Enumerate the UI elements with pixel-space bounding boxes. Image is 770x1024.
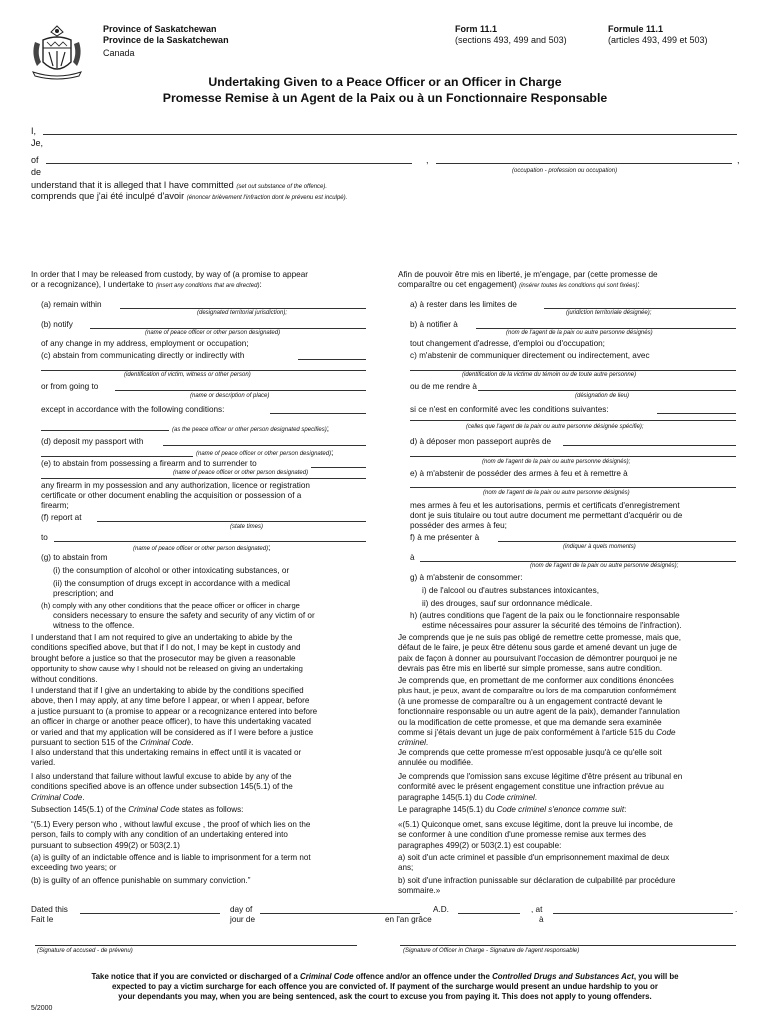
right-e-l1: mes armes à feu et les autorisations, permis et certificats d'enregistrement <box>410 501 680 510</box>
left-f-hint: (state times) <box>230 524 264 530</box>
passeport-field-2[interactable] <box>410 456 736 457</box>
month-field[interactable] <box>260 913 420 914</box>
comma-1: , <box>426 155 429 165</box>
conditions-field[interactable] <box>270 413 366 414</box>
left-para-effect: I also understand that this undertaking remains in effect until it is vacated or varied. <box>31 748 302 768</box>
right-c-cont2: si ce n'est en conformité avec les conditions suivantes: <box>410 405 609 414</box>
understand-en: understand that it is alleged that I have committed (set out substance of the offence). <box>31 180 328 190</box>
right-c-cont: ou de me rendre à <box>410 382 477 391</box>
left-para-quote: “(5.1) Every person who , without lawful excuse , the proof of which lies on the person, fails to comply with any condition of an undertaking entered into pursuant to subsection 499(2) or 503(2.1) <box>31 820 311 850</box>
armes-field[interactable] <box>410 487 736 488</box>
a-label: à <box>539 915 544 924</box>
presenter-field[interactable] <box>498 541 736 542</box>
left-d-hint: (name of peace officer or other person designated); <box>196 448 334 457</box>
right-g-ii: ii) des drouges, sauf sur ordonnance médicale. <box>422 599 593 608</box>
left-b: (b) notify <box>41 320 73 329</box>
left-g-i: (i) the consumption of alcohol or other intoxicating substances, or <box>53 566 290 575</box>
left-g-ii-1: (ii) the consumption of drugs except in accordance with a medical <box>53 579 291 588</box>
left-para-subsection: Subsection 145(5.1) of the Criminal Code states as follows: <box>31 805 244 814</box>
notifier-field[interactable] <box>476 328 736 329</box>
name-field[interactable] <box>43 134 737 135</box>
left-b-hint: (name of peace officer or other person designated) <box>145 330 281 336</box>
right-b-cont: tout changement d'adresse, d'emploi ou d'occupation; <box>410 339 605 348</box>
sig-officer-label: (Signature of Officer in Charge - Signature de l'agent responsable) <box>403 948 580 954</box>
left-intro-1: In order that I may be released from custody, by way of (a promise to appear <box>31 270 308 279</box>
right-c-hint: (identification de la victime du témoin ou de toute autre personne) <box>462 372 637 378</box>
left-a: (a) remain within <box>41 300 102 309</box>
left-para-failure: I also understand that failure without lawful excuse to abide by any of the conditions specified above is an offence under subsection 145(5.1) of the Criminal Code. <box>31 772 293 802</box>
right-para-effect: Je comprends que cette promesse m'est opposable jusqu'à ce qu'elle soit annulée ou modifiée. <box>398 748 662 768</box>
title-fr: Promesse Remise à un Agent de la Paix ou à un Fonctionnaire Responsable <box>162 91 608 105</box>
left-e: (e) to abstain from possessing a firearm and to surrender to <box>41 459 257 468</box>
left-e-l3: firearm; <box>41 501 69 510</box>
right-intro-1: Afin de pouvoir être mis en liberté, je m'engage, par (cette promesse de <box>398 270 658 279</box>
occupation-hint: (occupation - profession ou occupation) <box>512 168 618 174</box>
label-of: of <box>31 155 39 165</box>
province-fr: Province de la Saskatchewan <box>103 35 229 45</box>
right-a: a) à rester dans les limites de <box>410 300 517 309</box>
passport-deposit-field[interactable] <box>163 445 366 446</box>
presenter-a-field[interactable] <box>420 561 736 562</box>
fait-le: Fait le <box>31 915 54 924</box>
left-a-hint: (designated territorial jurisdiction); <box>197 310 288 316</box>
right-b-hint: (nom de l'agent de la paix ou autre personne désignés) <box>506 330 653 336</box>
place-field[interactable] <box>115 390 366 391</box>
left-g-ii-2: prescription; and <box>53 589 114 598</box>
date-end-dot: . <box>735 905 738 914</box>
right-d: d) à déposer mon passeport auprès de <box>410 437 552 446</box>
form-date: 5/2000 <box>31 1005 53 1012</box>
year-field[interactable] <box>458 913 520 914</box>
dated-this: Dated this <box>31 905 68 914</box>
left-h-3: witness to the offence. <box>53 621 135 630</box>
right-c-hint3: (celles que l'agent de la paix ou autre personne désignée spécifie); <box>466 424 644 430</box>
left-f-to: to <box>41 533 48 542</box>
left-h-2: considers necessary to ensure the safety and security of any victim of or <box>53 611 315 620</box>
en-lan-grace: en l'an grâce <box>385 915 432 924</box>
abstain-communicating-field[interactable] <box>298 359 366 360</box>
conditions-field-2[interactable] <box>41 430 169 431</box>
notice-line-2: expected to pay a victim surcharge for each offence you are convicted of. If payment of the surcharge would present an undue hardship to you or <box>112 982 658 991</box>
left-c-hint3: (as the peace officer or other person designated specifies); <box>172 424 329 433</box>
country: Canada <box>103 48 135 58</box>
officer-signature-field[interactable] <box>400 945 736 946</box>
right-e-l3: posséder des armes à feu; <box>410 521 507 530</box>
right-f-hint: (indiquer à quels moments) <box>563 544 636 550</box>
passport-deposit-field-2[interactable] <box>41 456 193 457</box>
form-number-fr: Formule 11.1 <box>608 24 664 34</box>
right-para-a: a) soit d'un acte criminel et passible d'un emprisonnement maximal de deux ans; <box>398 853 670 873</box>
at-label: , at <box>531 905 543 914</box>
right-f: f) à me présenter à <box>410 533 480 542</box>
conditions-suivantes-field[interactable] <box>657 413 736 414</box>
title-en: Undertaking Given to a Peace Officer or an Officer in Charge <box>208 75 562 89</box>
right-para-quote: «(5.1) Quiconque omet, sans excuse légitime, dont la preuve lui incombe, de se conformer à une condition d'une promesse remise aux termes des paragraphes 499(2) or 503(2.1) est coupable: <box>398 820 673 850</box>
right-g: g) à m'abstenir de consommer: <box>410 573 523 582</box>
label-je: Je, <box>31 138 44 148</box>
right-e: e) à m'abstenir de posséder des armes à feu et à remettre à <box>410 469 628 478</box>
right-g-i: i) de l'alcool ou d'autres substances intoxicantes, <box>422 586 599 595</box>
accused-signature-field[interactable] <box>35 945 357 946</box>
juridiction-field[interactable] <box>544 308 736 309</box>
left-g: (g) to abstain from <box>41 553 108 562</box>
jour-de: jour de <box>230 915 256 924</box>
right-a-hint: (juridiction territoriale désignée); <box>566 310 652 316</box>
occupation-field[interactable] <box>436 163 732 164</box>
right-para-vary: Je comprends que, en promettant de me conformer aux conditions énoncées plus haut, je peux, avant de comparaître ou lors de ma comparution conformément (à une promesse de comparaître ou à un engagement contracté devant le fonctionnaire responsable ou un autre agent de la paix), demander l'annulation ou la modification de cette promesse, et que ma demande sera examinée comme si j'étais devant un juge de paix conformément à l'article 515 du Code criminel. <box>398 676 680 748</box>
right-intro-2: comparaître ou cet engagement) (insérer toutes les conditions qui sont fixées): <box>398 280 640 289</box>
abstain-communicating-field-2[interactable] <box>41 370 366 371</box>
left-e-hint: (name of peace officer or other person designated) <box>173 470 309 476</box>
left-d: (d) deposit my passport with <box>41 437 144 446</box>
left-e-l2: certificate or other document enabling the acquisition or possession of a <box>41 491 302 500</box>
right-h-1: h) (autres conditions que l'agent de la paix ou le fonctionnaire responsable <box>410 611 680 620</box>
notice-line-3: your dependants you may, when you are being sentenced, ask the court to excuse you from paying it. This does not apply to young offenders. <box>118 992 652 1001</box>
notice-line-1: Take notice that if you are convicted or discharged of a Criminal Code offence and/or an offence under the Controlled Drugs and Substances Act, you will be <box>91 972 679 981</box>
right-h-2: estime nécessaires pour assurer la sécurité des témoins de l'infraction). <box>422 621 682 630</box>
right-b: b) à notifier à <box>410 320 458 329</box>
left-c-hint: (identification of victim, witness or other person) <box>124 372 251 378</box>
right-para-subsection: Le paragraphe 145(5.1) du Code criminel s'enonce comme suit: <box>398 805 627 814</box>
notify-person-field[interactable] <box>90 328 366 329</box>
left-para-custody: I understand that I am not required to give an undertaking to abide by the conditions specified above, but that if I do not, I may be kept in custody and brought before a justice so that the prosecutor may be given a reasonable opportunity to show cause why I should not be released on giving an undertaking without conditions. <box>31 633 303 684</box>
left-para-b: (b) is guilty of an offence punishable on summary conviction.” <box>31 876 251 885</box>
address-field[interactable] <box>46 163 412 164</box>
left-para-vary: I understand that if I give an undertaking to abide by the conditions specified above, then I may apply, at any time before I appear, or when I appear, before a justice pursuant to (a promise to appear or a recognizance entered into before an officer in charge or another peace officer), to have this undertaking vacated or varied and that my application will be considered as if I were before a justice pursuant to section 515 of the Criminal Code. <box>31 686 318 748</box>
right-e-hint: (nom de l'agent de la paix ou autre personne désignés) <box>483 490 630 496</box>
right-e-l2: dont je suis titulaire ou tout autre document me permettant d'acquérir ou de <box>410 511 683 520</box>
left-e-l1: any firearm in my possession and any authorization, licence or registration <box>41 481 310 490</box>
right-c-hint2: (désignation de lieu) <box>575 393 630 399</box>
comma-2: , <box>737 155 740 165</box>
firearm-surrender-field[interactable] <box>311 467 366 468</box>
day-field[interactable] <box>80 913 220 914</box>
communiquer-field[interactable] <box>410 370 736 371</box>
understand-fr: comprends que j'ai été inculpé d'avoir (énoncer brièvement l'infraction dont le prévenu est inculpé). <box>31 191 348 201</box>
passeport-field[interactable] <box>563 445 736 446</box>
right-para-custody: Je comprends que je ne suis pas obligé de remettre cette promesse, mais que, défaut de le faire, je peux être détenu sous garde et amené devant un juge de paix de façon à donner au poursuivant l'occasion de démontrer pourquoi je ne devrais pas être mis en liberté sur simple promesse, sans autre condition. <box>398 633 681 674</box>
territorial-jurisdiction-field[interactable] <box>120 308 366 309</box>
saskatchewan-crest-icon <box>27 22 87 82</box>
day-of: day of <box>230 905 253 914</box>
form-number-en: Form 11.1 <box>455 24 498 34</box>
left-c-cont: or from going to <box>41 382 99 391</box>
right-f-to: à <box>410 553 415 562</box>
right-c: c) m'abstenir de communiquer directement ou indirectement, avec <box>410 351 650 360</box>
left-c-cont2: except in accordance with the following conditions: <box>41 405 225 414</box>
right-d-hint: (nom de l'agent de la paix ou autre personne désignés); <box>482 459 631 465</box>
right-para-failure: Je comprends que l'omission sans excuse légitime d'être présent au tribunal en conformité avec le présent engagement constitue une infraction prévue au paragraphe 145(5.1) du Code criminel. <box>398 772 683 802</box>
conditions-suivantes-field-2[interactable] <box>410 420 736 421</box>
left-para-a: (a) is guilty of an indictable offence and is liable to imprisonment for a term not exceeding two years; or <box>31 853 311 873</box>
label-i: I, <box>31 126 37 136</box>
ad: A.D. <box>433 905 449 914</box>
place-signed-field[interactable] <box>553 913 733 914</box>
left-c-hint2: (name or description of place) <box>190 393 270 399</box>
left-c: (c) abstain from communicating directly or indirectly with <box>41 351 245 360</box>
left-b-cont: of any change in my address, employment or occupation; <box>41 339 249 348</box>
right-f-hint2: (nom de l'agent de la paix ou autre personne désignés); <box>530 563 679 569</box>
report-at-field[interactable] <box>97 521 366 522</box>
sig-accused-label: (Signature of accused - de prévenu) <box>37 948 133 954</box>
firearm-surrender-field-2[interactable] <box>41 478 366 479</box>
left-h-1: (h) comply with any other conditions that the peace officer or officer in charge <box>41 601 300 610</box>
province-en: Province of Saskatchewan <box>103 24 217 34</box>
left-f-hint2: (name of peace officer or other person designated); <box>133 543 271 552</box>
form-sections-fr: (articles 493, 499 et 503) <box>608 35 708 45</box>
left-f: (f) report at <box>41 513 82 522</box>
right-para-b: b) soit d'une infraction punissable sur déclaration de culpabilité par procédure sommaire.» <box>398 876 676 896</box>
lieu-field[interactable] <box>478 390 736 391</box>
left-intro-2: or a recognizance), I undertake to (insert any conditions that are directed): <box>31 280 262 289</box>
label-de: de <box>31 167 42 177</box>
form-sections-en: (sections 493, 499 and 503) <box>455 35 567 45</box>
report-to-field[interactable] <box>54 541 366 542</box>
